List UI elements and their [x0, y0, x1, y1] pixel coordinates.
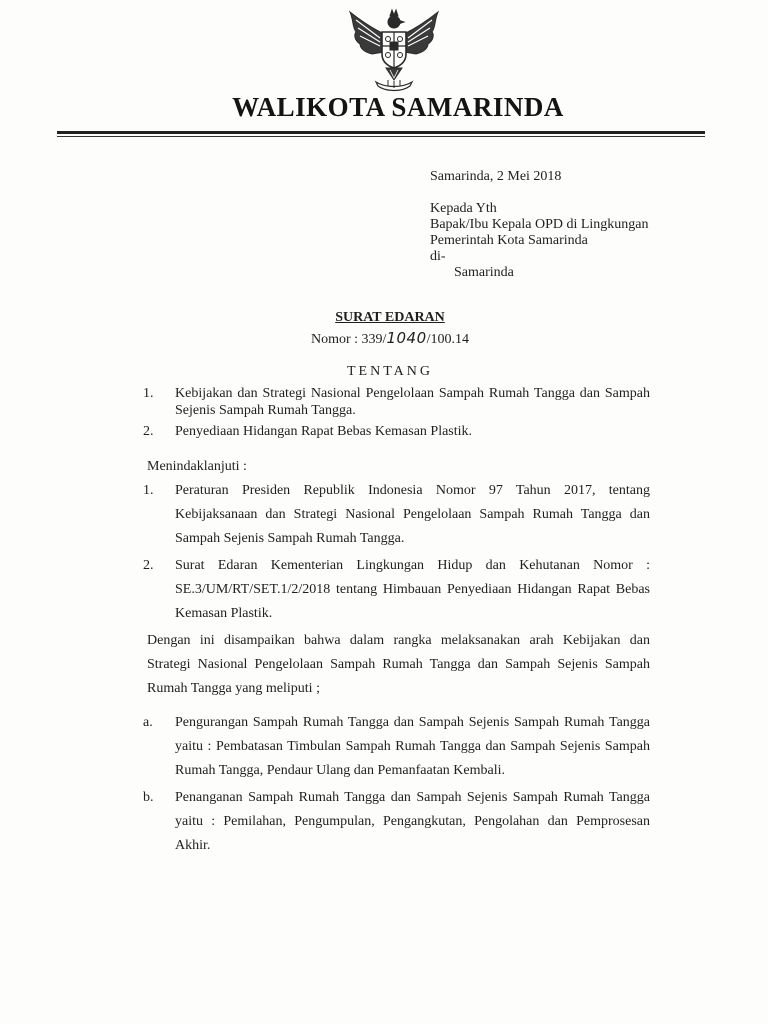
document-number-suffix: /100.14 [426, 332, 470, 347]
point-item [143, 786, 650, 858]
topic-number: 2. [143, 424, 154, 439]
intro-paragraph-line: Rumah Tangga yang meliputi ; [147, 681, 320, 696]
intro-paragraph [147, 629, 650, 701]
reference-item [143, 554, 650, 626]
document-title: SURAT EDARAN [335, 310, 445, 325]
reference-text [175, 554, 650, 626]
tentang-heading: TENTANG [347, 364, 433, 379]
reference-text-line: SE.3/UM/RT/SET.1/2/2018 tentang Himbauan Penyediaan Hidangan Rapat Bebas [175, 582, 650, 597]
topic-text [175, 423, 650, 440]
point-text-line: Pengurangan Sampah Rumah Tangga dan Sampah Sejenis Sampah Rumah Tangga [175, 715, 650, 730]
topic-text [175, 385, 650, 419]
letterhead-rule-thin [57, 136, 705, 137]
point-text-line: yaitu : Pemilahan, Pengumpulan, Pengangkutan, Pengolahan dan Pemprosesan [175, 814, 650, 829]
point-letter: b. [143, 790, 154, 805]
date-line: Samarinda, 2 Mei 2018 [430, 169, 562, 184]
point-text-line: Penanganan Sampah Rumah Tangga dan Sampah Sejenis Sampah Rumah Tangga [175, 790, 650, 805]
recipient-di: di- [430, 249, 446, 264]
topic-number: 1. [143, 386, 154, 401]
document-number-label: Nomor : [310, 332, 362, 347]
intro-paragraph-line: Dengan ini disampaikan bahwa dalam rangka melaksanakan arah Kebijakan dan [147, 633, 650, 648]
reference-number: 2. [143, 558, 154, 573]
point-letter: a. [143, 715, 153, 730]
point-text-line: yaitu : Pembatasan Timbulan Sampah Rumah Tangga dan Sampah Sejenis Sampah [175, 739, 650, 754]
document-number-prefix: 339/ [361, 332, 387, 347]
point-text [175, 711, 650, 783]
letterhead-title: WALIKOTA SAMARINDA [232, 92, 564, 122]
reference-text-line: Kemasan Plastik. [175, 606, 273, 621]
intro-paragraph-line: Strategi Nasional Pengelolaan Sampah Rumah Tangga dan Sampah Sejenis Sampah [147, 657, 650, 672]
reference-item [143, 479, 650, 551]
reference-text [175, 479, 650, 551]
topic-text-line: Penyediaan Hidangan Rapat Bebas Kemasan Plastik. [175, 424, 473, 439]
point-text [175, 786, 650, 858]
point-text-line: Rumah Tangga, Pendaur Ulang dan Pemanfaatan Kembali. [175, 763, 505, 778]
topic-text-line: Sejenis Sampah Rumah Tangga. [175, 403, 356, 418]
menindaklanjuti-label: Menindaklanjuti : [147, 459, 247, 474]
garuda-emblem-icon [346, 8, 442, 96]
recipient-organization: Pemerintah Kota Samarinda [430, 233, 588, 248]
point-item [143, 711, 650, 783]
recipient-greeting: Kepada Yth [430, 201, 497, 216]
reference-number: 1. [143, 483, 154, 498]
references-list [143, 479, 650, 626]
recipient-addressee: Bapak/Ibu Kepala OPD di Lingkungan [430, 217, 649, 232]
topic-item [143, 385, 650, 419]
topic-item [143, 423, 650, 440]
document-number-handwritten: 1040 [386, 329, 427, 347]
reference-text-line: Sampah Sejenis Sampah Rumah Tangga. [175, 531, 405, 546]
reference-text-line: Kebijaksanaan dan Strategi Nasional Pengelolaan Sampah Rumah Tangga dan [175, 507, 650, 522]
document-number [0, 329, 768, 348]
points-list [143, 711, 650, 858]
topics-list [143, 385, 650, 440]
point-text-line: Akhir. [175, 838, 211, 853]
reference-text-line: Surat Edaran Kementerian Lingkungan Hidup dan Kehutanan Nomor : [175, 558, 650, 573]
reference-text-line: Peraturan Presiden Republik Indonesia Nomor 97 Tahun 2017, tentang [175, 483, 650, 498]
topic-text-line: Kebijakan dan Strategi Nasional Pengelolaan Sampah Rumah Tangga dan Sampah [175, 386, 650, 401]
letterhead-rule-thick [57, 131, 705, 134]
recipient-city: Samarinda [454, 265, 514, 280]
